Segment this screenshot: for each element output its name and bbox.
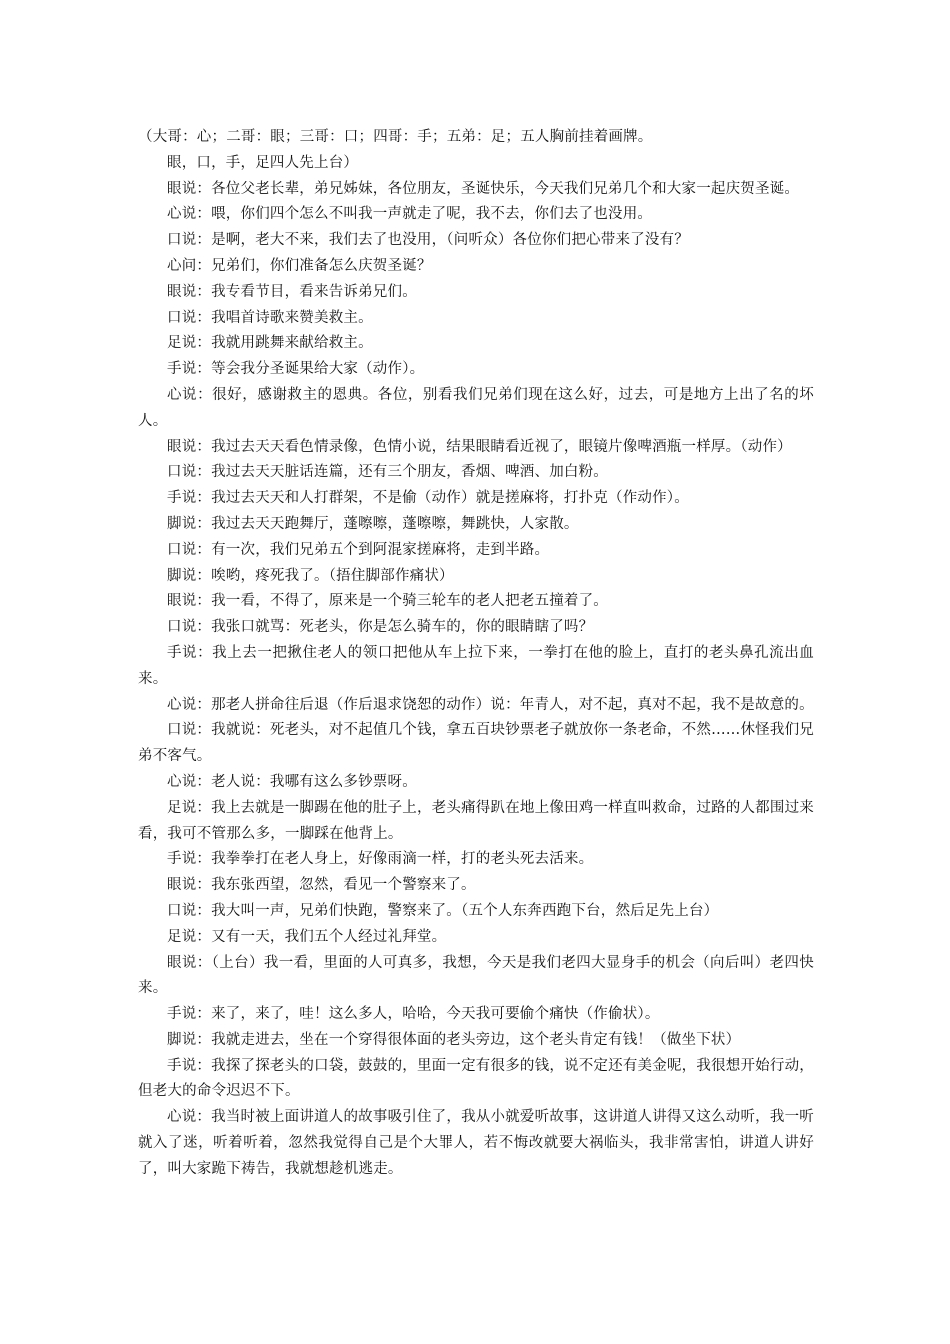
dialogue-line: 手说：我过去天天和人打群架，不是偷（动作）就是搓麻将，打扑克（作动作）。 bbox=[167, 490, 689, 507]
dialogue-line: 心问：兄弟们，你们准备怎么庆贺圣诞？ bbox=[167, 257, 432, 274]
dialogue-line: 口说：我过去天天脏话连篇，还有三个朋友，香烟、啤酒、加白粉。 bbox=[167, 464, 608, 481]
dialogue-line: 手说：我上去一把揪住老人的领口把他从车上拉下来，一拳打在他的脸上，直打的老头鼻孔流出血来。 bbox=[138, 644, 814, 687]
dialogue-line: 脚说：我就走进去，坐在一个穿得很体面的老头旁边，这个老头肯定有钱！（做坐下状） bbox=[167, 1031, 741, 1048]
script-text-body bbox=[138, 125, 814, 1183]
dialogue-line: 脚说：唉哟，疼死我了。（捂住脚部作痛状） bbox=[167, 567, 454, 584]
dialogue-line: 脚说：我过去天天跑舞厅，蓬嚓嚓，蓬嚓嚓，舞跳快，人家散。 bbox=[167, 515, 579, 532]
dialogue-line: 眼说：我专看节目，看来告诉弟兄们。 bbox=[167, 283, 417, 300]
dialogue-line: 心说：老人说：我哪有这么多钞票呀。 bbox=[167, 773, 417, 790]
dialogue-line: 心说：喂，你们四个怎么不叫我一声就走了呢，我不去，你们去了也没用。 bbox=[167, 206, 653, 223]
dialogue-line: 眼说：（上台）我一看，里面的人可真多，我想，今天是我们老四大显身手的机会（向后叫）老四快来。 bbox=[138, 954, 814, 997]
dialogue-line: 足说：又有一天，我们五个人经过礼拜堂。 bbox=[167, 928, 447, 945]
dialogue-line: 眼说：我东张西望，忽然，看见一个警察来了。 bbox=[167, 877, 476, 894]
stage-direction-cast: （大哥：心；二哥：眼；三哥：口；四哥：手；五弟：足；五人胸前挂着画牌。 bbox=[138, 129, 653, 145]
dialogue-line: 足说：我就用跳舞来献给救主。 bbox=[167, 335, 373, 352]
dialogue-line: 心说：很好，感谢救主的恩典。各位，别看我们兄弟们现在这么好，过去，可是地方上出了名的坏人。 bbox=[138, 386, 814, 429]
dialogue-line: 足说：我上去就是一脚踢在他的肚子上，老头痛得趴在地上像田鸡一样直叫救命，过路的人都围过来看，我可不管那么多，一脚踩在他背上。 bbox=[138, 799, 814, 842]
dialogue-line: 口说：我唱首诗歌来赞美救主。 bbox=[167, 309, 373, 326]
dialogue-line: 口说：是啊，老大不来，我们去了也没用，（问听众）各位你们把心带来了没有？ bbox=[167, 232, 689, 249]
dialogue-line: 口说：我大叫一声，兄弟们快跑，警察来了。（五个人东奔西跑下台，然后足先上台） bbox=[167, 902, 719, 919]
dialogue-line: 心说：我当时被上面讲道人的故事吸引住了，我从小就爱听故事，这讲道人讲得又这么动听，我一听就入了迷，听着听着，忽然我觉得自己是个大罪人，若不悔改就要大祸临头，我非常害怕，讲道人讲好了，叫大家跪下祷告，我就想趁机逃走。 bbox=[138, 1109, 814, 1177]
dialogue-line: 眼说：各位父老长辈，弟兄姊妹，各位朋友，圣诞快乐，今天我们兄弟几个和大家一起庆贺圣诞。 bbox=[167, 180, 800, 197]
dialogue-line: 心说：那老人拼命往后退（作后退求饶恕的动作）说：年青人，对不起，真对不起，我不是故意的。 bbox=[167, 696, 814, 713]
dialogue-line: 手说：等会我分圣诞果给大家（动作）。 bbox=[167, 361, 425, 378]
dialogue-line: 手说：我拳拳打在老人身上，好像雨滴一样，打的老头死去活来。 bbox=[167, 851, 594, 868]
dialogue-line: 眼说：我过去天天看色情录像，色情小说，结果眼睛看近视了，眼镜片像啤酒瓶一样厚。（动作） bbox=[167, 438, 792, 455]
dialogue-line: 手说：来了，来了，哇！这么多人，哈哈，今天我可要偷个痛快（作偷状）。 bbox=[167, 1006, 660, 1023]
dialogue-line: 口说：我就说：死老头，对不起值几个钱，拿五百块钞票老子就放你一条老命，不然……休怪我们兄弟不客气。 bbox=[138, 722, 814, 765]
dialogue-line: 口说：我张口就骂：死老头，你是怎么骑车的，你的眼睛瞎了吗？ bbox=[167, 619, 594, 636]
stage-direction-entry: 眼，口，手，足四人先上台） bbox=[167, 154, 359, 171]
dialogue-line: 眼说：我一看，不得了，原来是一个骑三轮车的老人把老五撞着了。 bbox=[167, 593, 608, 610]
dialogue-line: 手说：我探了探老头的口袋，鼓鼓的，里面一定有很多的钱，说不定还有美金呢，我很想开始行动，但老大的命令迟迟不下。 bbox=[138, 1057, 814, 1100]
dialogue-line: 口说：有一次，我们兄弟五个到阿混家搓麻将，走到半路。 bbox=[167, 541, 550, 558]
